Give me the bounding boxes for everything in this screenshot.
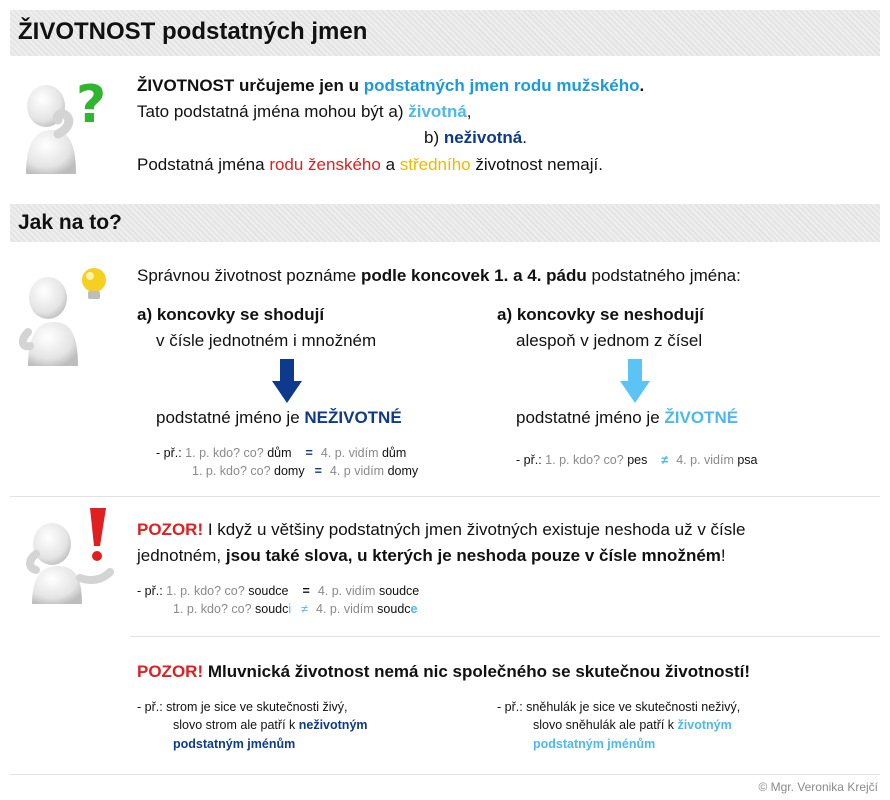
intro-line-3: b) neživotná.	[424, 128, 527, 147]
divider-2	[130, 636, 880, 637]
warning2-left-l2: slovo strom ale patří k neživotným	[173, 718, 368, 732]
warning1-line-2: jednotném, jsou také slova, u kterých je neshoda pouze v čísle množném!	[137, 546, 726, 565]
left-example-2: 1. p. kdo? co? domy = 4. p vidím domy	[192, 464, 419, 478]
question-mark-icon: ?	[76, 75, 107, 135]
right-example-1: - př.: 1. p. kdo? co? pes ≠ 4. p. vidím psa	[516, 453, 758, 467]
right-col-result: podstatné jméno je ŽIVOTNÉ	[516, 408, 739, 427]
howto-band	[10, 204, 880, 242]
title-band	[10, 10, 880, 56]
warning2-right-l3: podstatným jménům	[533, 737, 656, 751]
right-col-sub: alespoň v jednom z čísel	[516, 331, 703, 350]
arrow-down-light-icon	[620, 359, 650, 403]
howto-lead: Správnou životnost poznáme podle koncovek 1. a 4. pádu podstatného jména:	[137, 266, 741, 285]
howto-heading: Jak na to?	[18, 211, 122, 234]
idea-figure-icon	[14, 262, 114, 367]
warning2-left-l3: podstatným jménům	[173, 737, 296, 751]
warning2-line: POZOR! Mluvnická životnost nemá nic společného se skutečnou životností!	[137, 662, 751, 681]
left-col-sub: v čísle jednotném i množném	[156, 331, 377, 350]
warning1-example-1: - př.: 1. p. kdo? co? soudce = 4. p. vidím soudce	[137, 584, 420, 598]
warning2-right-l1: - př.: sněhulák je sice ve skutečnosti neživý,	[497, 700, 741, 714]
intro-line-1: ŽIVOTNOST určujeme jen u podstatných jmen rodu mužského.	[137, 76, 645, 95]
warning1-example-2: 1. p. kdo? co? soudci ≠ 4. p. vidím soudce	[173, 602, 418, 616]
intro-line-4: Podstatná jména rodu ženského a středního životnost nemají.	[137, 155, 603, 174]
thinking-figure-icon	[14, 70, 114, 175]
warning-figure-icon	[14, 506, 124, 606]
divider-3	[10, 774, 880, 775]
arrow-down-dark-icon	[272, 359, 302, 403]
page-title: ŽIVOTNOST podstatných jmen	[18, 18, 368, 45]
left-col-result: podstatné jméno je NEŽIVOTNÉ	[156, 408, 402, 427]
warning1-line-1: POZOR! I když u většiny podstatných jmen životných existuje neshoda už v čísle	[137, 520, 746, 539]
warning2-right-l2: slovo sněhulák ale patří k životným	[533, 718, 732, 732]
warning2-left-l1: - př.: strom je sice ve skutečnosti živý,	[137, 700, 348, 714]
left-col-title: a) koncovky se shodují	[137, 305, 325, 324]
intro-line-2: Tato podstatná jména mohou být a) životná,	[137, 102, 472, 121]
copyright: © Mgr. Veronika Krejčí	[758, 780, 878, 794]
lightbulb-icon	[82, 268, 106, 299]
divider-1	[10, 496, 880, 497]
left-example-1: - př.: 1. p. kdo? co? dům = 4. p. vidím dům	[156, 446, 407, 460]
right-col-title: a) koncovky se neshodují	[497, 305, 704, 324]
exclamation-icon	[90, 508, 106, 561]
